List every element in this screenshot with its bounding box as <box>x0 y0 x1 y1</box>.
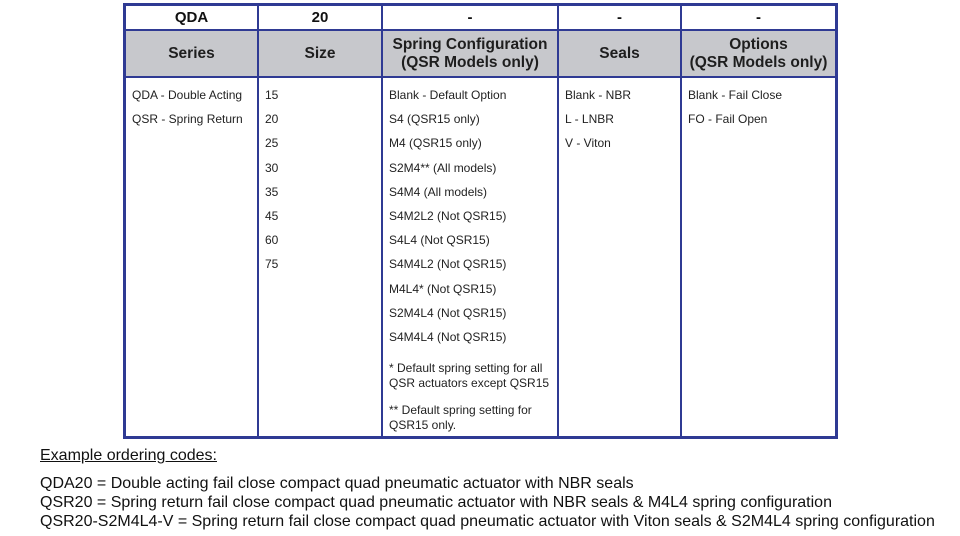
series-list <box>126 78 257 131</box>
size-code: 20 <box>259 6 381 31</box>
series-column <box>126 6 259 436</box>
list-item: 20 <box>265 112 279 127</box>
list-item: 35 <box>265 184 279 199</box>
example-code-line: QSR20 = Spring return fail close compact quad pneumatic actuator with NBR seals & M4L4 spring configuration <box>40 494 832 511</box>
spring-column <box>383 6 559 436</box>
list-item: V - Viton <box>565 136 611 151</box>
list-item: 60 <box>265 233 279 248</box>
example-code-line: QDA20 = Double acting fail close compact quad pneumatic actuator with NBR seals <box>40 475 634 492</box>
list-item: 25 <box>265 136 279 151</box>
seals-column <box>559 6 682 436</box>
footnote-single-asterisk <box>389 361 551 391</box>
size-header-line: Size <box>304 44 336 62</box>
size-column <box>259 6 383 436</box>
list-item: S2M4L4 (Not QSR15) <box>389 305 507 320</box>
size-header <box>259 31 381 78</box>
series-header-line: Series <box>168 44 215 62</box>
seals-code: - <box>559 6 680 31</box>
list-item: S4 (QSR15 only) <box>389 112 480 127</box>
list-item: FO - Fail Open <box>688 112 768 127</box>
options-list <box>682 78 835 131</box>
list-item: S2M4** (All models) <box>389 160 497 175</box>
footnote-line: QSR15 only. <box>389 418 457 433</box>
series-header <box>126 31 257 78</box>
list-item: L - LNBR <box>565 112 614 127</box>
example-codes-title: Example ordering codes: <box>40 447 217 464</box>
footnote-line: * Default spring setting for all <box>389 361 543 376</box>
list-item: Blank - Default Option <box>389 88 507 102</box>
spring-list <box>383 78 557 349</box>
size-list <box>259 78 381 277</box>
list-item: S4M4L4 (Not QSR15) <box>389 329 507 344</box>
options-header-line: Options <box>729 35 788 53</box>
list-item: S4M2L2 (Not QSR15) <box>389 208 507 223</box>
list-item: 75 <box>265 257 279 272</box>
list-item: Blank - Fail Close <box>688 88 783 102</box>
list-item: S4M4 (All models) <box>389 184 488 199</box>
options-code: - <box>682 6 835 31</box>
example-codes <box>40 446 935 531</box>
seals-list <box>559 78 680 156</box>
options-column <box>682 6 835 436</box>
footnote-line: ** Default spring setting for <box>389 403 532 418</box>
spring-code: - <box>383 6 557 31</box>
list-item: S4M4L2 (Not QSR15) <box>389 257 507 272</box>
example-code-line: QSR20-S2M4L4-V = Spring return fail close compact quad pneumatic actuator with Viton seals & S2M4L4 spring configuration <box>40 513 935 530</box>
options-header-subline: (QSR Models only) <box>689 53 828 71</box>
list-item: M4 (QSR15 only) <box>389 136 482 151</box>
list-item: 30 <box>265 160 279 175</box>
spring-header-line: Spring Configuration <box>392 35 548 53</box>
footnote-double-asterisk <box>389 403 551 433</box>
spring-header <box>383 31 557 78</box>
list-item: 45 <box>265 208 279 223</box>
list-item: QDA - Double Acting <box>132 88 243 102</box>
list-item: 15 <box>265 88 279 102</box>
list-item: M4L4* (Not QSR15) <box>389 281 497 296</box>
ordering-code-table <box>123 3 838 439</box>
spring-header-subline: (QSR Models only) <box>401 53 539 71</box>
list-item: S4L4 (Not QSR15) <box>389 233 490 248</box>
list-item: Blank - NBR <box>565 88 632 102</box>
list-item: QSR - Spring Return <box>132 112 243 127</box>
seals-header <box>559 31 680 78</box>
series-code: QDA <box>126 6 257 31</box>
options-header <box>682 31 835 78</box>
seals-header-line: Seals <box>599 44 640 62</box>
footnote-line: QSR actuators except QSR15 <box>389 376 550 391</box>
